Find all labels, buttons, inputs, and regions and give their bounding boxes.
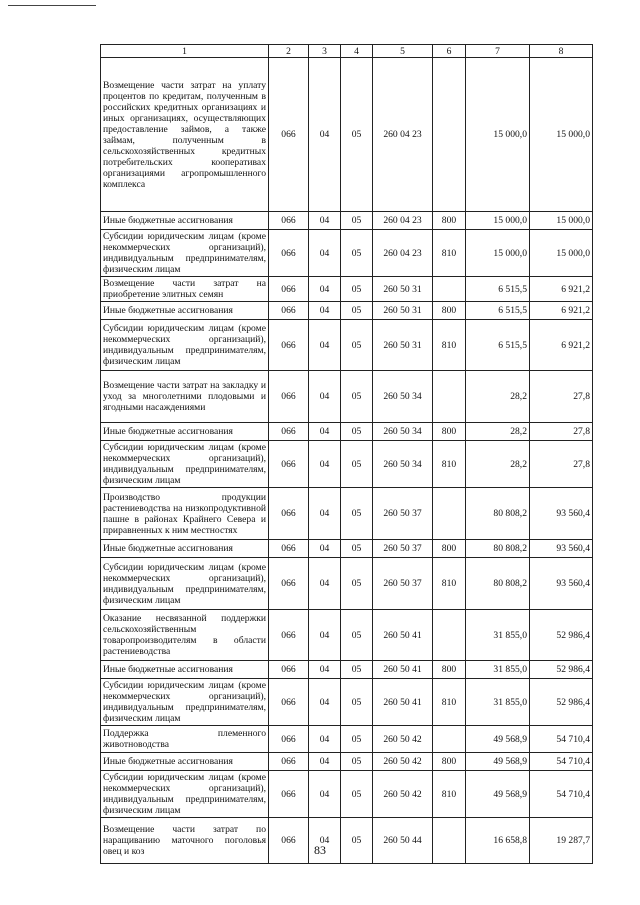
amount-cell: 6 515,5 xyxy=(466,277,530,302)
header-cell: 4 xyxy=(341,45,373,58)
subsection-cell: 05 xyxy=(341,423,373,441)
row-name-cell: Иные бюджетные ассигнования xyxy=(101,661,269,679)
subsection-cell: 05 xyxy=(341,58,373,212)
target-article-cell: 260 04 23 xyxy=(373,212,433,230)
target-article-cell: 260 50 31 xyxy=(373,277,433,302)
table-row xyxy=(101,441,593,488)
code-cell: 066 xyxy=(269,771,309,818)
target-article-cell: 260 50 41 xyxy=(373,679,433,726)
expense-type-cell xyxy=(433,610,466,661)
section-cell: 04 xyxy=(309,277,341,302)
amount-cell: 27,8 xyxy=(530,441,593,488)
page-number: 83 xyxy=(314,843,326,857)
section-cell: 04 xyxy=(309,423,341,441)
code-cell: 066 xyxy=(269,441,309,488)
code-cell: 066 xyxy=(269,423,309,441)
row-name-cell: Возмещение части затрат по наращиванию маточного поголовья овец и коз xyxy=(101,818,269,864)
row-name-cell: Оказание несвязанной поддержки сельскохозяйственным товаропроизводителям в области растениеводства xyxy=(101,610,269,661)
code-cell: 066 xyxy=(269,661,309,679)
code-cell: 066 xyxy=(269,371,309,423)
subsection-cell: 05 xyxy=(341,726,373,753)
amount-cell: 15 000,0 xyxy=(530,212,593,230)
subsection-cell: 05 xyxy=(341,320,373,371)
code-cell: 066 xyxy=(269,212,309,230)
header-cell: 7 xyxy=(466,45,530,58)
amount-cell: 27,8 xyxy=(530,371,593,423)
target-article-cell: 260 50 42 xyxy=(373,753,433,771)
amount-cell: 93 560,4 xyxy=(530,488,593,540)
code-cell: 066 xyxy=(269,610,309,661)
amount-cell: 28,2 xyxy=(466,423,530,441)
amount-cell: 6 921,2 xyxy=(530,320,593,371)
expense-type-cell: 810 xyxy=(433,230,466,277)
expense-type-cell: 800 xyxy=(433,302,466,320)
code-cell: 066 xyxy=(269,540,309,558)
code-cell: 066 xyxy=(269,320,309,371)
row-name-cell: Возмещение части затрат на закладку и уход за многолетними плодовыми и ягодными насаждениями xyxy=(101,371,269,423)
amount-cell: 15 000,0 xyxy=(530,58,593,212)
section-cell: 04 xyxy=(309,488,341,540)
amount-cell: 28,2 xyxy=(466,371,530,423)
target-article-cell: 260 50 34 xyxy=(373,441,433,488)
row-name-cell: Возмещение части затрат на приобретение элитных семян xyxy=(101,277,269,302)
expense-type-cell: 810 xyxy=(433,679,466,726)
table-row xyxy=(101,277,593,302)
table-row xyxy=(101,212,593,230)
top-rule xyxy=(8,5,96,6)
subsection-cell: 05 xyxy=(341,230,373,277)
amount-cell: 52 986,4 xyxy=(530,661,593,679)
expense-type-cell: 800 xyxy=(433,661,466,679)
amount-cell: 80 808,2 xyxy=(466,558,530,610)
table-row xyxy=(101,423,593,441)
target-article-cell: 260 50 31 xyxy=(373,302,433,320)
table-row xyxy=(101,58,593,212)
amount-cell: 93 560,4 xyxy=(530,558,593,610)
row-name-cell: Иные бюджетные ассигнования xyxy=(101,212,269,230)
amount-cell: 49 568,9 xyxy=(466,753,530,771)
section-cell: 04 xyxy=(309,661,341,679)
amount-cell: 16 658,8 xyxy=(466,818,530,864)
row-name-cell: Субсидии юридическим лицам (кроме некоммерческих организаций), индивидуальным предпринимателям, физическим лицам xyxy=(101,558,269,610)
header-cell: 3 xyxy=(309,45,341,58)
subsection-cell: 05 xyxy=(341,661,373,679)
target-article-cell: 260 50 37 xyxy=(373,558,433,610)
amount-cell: 31 855,0 xyxy=(466,610,530,661)
amount-cell: 28,2 xyxy=(466,441,530,488)
amount-cell: 31 855,0 xyxy=(466,661,530,679)
table-row xyxy=(101,753,593,771)
amount-cell: 54 710,4 xyxy=(530,753,593,771)
row-name-cell: Иные бюджетные ассигнования xyxy=(101,540,269,558)
section-cell: 04 xyxy=(309,771,341,818)
target-article-cell: 260 50 37 xyxy=(373,540,433,558)
target-article-cell: 260 50 42 xyxy=(373,726,433,753)
amount-cell: 49 568,9 xyxy=(466,726,530,753)
code-cell: 066 xyxy=(269,277,309,302)
code-cell: 066 xyxy=(269,230,309,277)
table-row xyxy=(101,371,593,423)
subsection-cell: 05 xyxy=(341,212,373,230)
amount-cell: 6 515,5 xyxy=(466,302,530,320)
amount-cell: 80 808,2 xyxy=(466,488,530,540)
row-name-cell: Субсидии юридическим лицам (кроме некоммерческих организаций), индивидуальным предпринимателям, физическим лицам xyxy=(101,320,269,371)
target-article-cell: 260 50 34 xyxy=(373,423,433,441)
subsection-cell: 05 xyxy=(341,771,373,818)
amount-cell: 54 710,4 xyxy=(530,771,593,818)
expense-type-cell: 810 xyxy=(433,441,466,488)
amount-cell: 6 921,2 xyxy=(530,277,593,302)
code-cell: 066 xyxy=(269,302,309,320)
section-cell: 04 xyxy=(309,679,341,726)
expense-type-cell xyxy=(433,277,466,302)
header-cell: 8 xyxy=(530,45,593,58)
header-cell: 2 xyxy=(269,45,309,58)
row-name-cell: Субсидии юридическим лицам (кроме некоммерческих организаций), индивидуальным предпринимателям, физическим лицам xyxy=(101,230,269,277)
expense-type-cell: 800 xyxy=(433,212,466,230)
row-name-cell: Производство продукции растениеводства на низкопродуктивной пашне в районах Крайнего Севера и приравненных к ним местностях xyxy=(101,488,269,540)
amount-cell: 52 986,4 xyxy=(530,679,593,726)
expense-type-cell: 810 xyxy=(433,320,466,371)
expense-type-cell xyxy=(433,488,466,540)
amount-cell: 52 986,4 xyxy=(530,610,593,661)
subsection-cell: 05 xyxy=(341,558,373,610)
row-name-cell: Субсидии юридическим лицам (кроме некоммерческих организаций), индивидуальным предпринимателям, физическим лицам xyxy=(101,771,269,818)
amount-cell: 15 000,0 xyxy=(466,58,530,212)
table-row xyxy=(101,488,593,540)
section-cell: 04 xyxy=(309,753,341,771)
target-article-cell: 260 50 42 xyxy=(373,771,433,818)
amount-cell: 80 808,2 xyxy=(466,540,530,558)
subsection-cell: 05 xyxy=(341,302,373,320)
header-cell: 6 xyxy=(433,45,466,58)
table-row xyxy=(101,540,593,558)
table-row xyxy=(101,661,593,679)
table-row xyxy=(101,726,593,753)
section-cell: 04 xyxy=(309,558,341,610)
budget-table xyxy=(100,44,593,864)
section-cell: 04 xyxy=(309,371,341,423)
row-name-cell: Иные бюджетные ассигнования xyxy=(101,423,269,441)
amount-cell: 15 000,0 xyxy=(466,212,530,230)
section-cell: 04 xyxy=(309,230,341,277)
table-body xyxy=(101,58,593,864)
row-name-cell: Субсидии юридическим лицам (кроме некоммерческих организаций), индивидуальным предпринимателям, физическим лицам xyxy=(101,441,269,488)
section-cell: 04 xyxy=(309,212,341,230)
target-article-cell: 260 50 41 xyxy=(373,610,433,661)
target-article-cell: 260 04 23 xyxy=(373,230,433,277)
table-row xyxy=(101,302,593,320)
section-cell: 04 xyxy=(309,441,341,488)
code-cell: 066 xyxy=(269,558,309,610)
expense-type-cell xyxy=(433,58,466,212)
section-cell: 04 xyxy=(309,726,341,753)
table-row xyxy=(101,320,593,371)
section-cell: 04 xyxy=(309,540,341,558)
subsection-cell: 05 xyxy=(341,679,373,726)
header-cell: 1 xyxy=(101,45,269,58)
subsection-cell: 05 xyxy=(341,441,373,488)
subsection-cell: 05 xyxy=(341,610,373,661)
code-cell: 066 xyxy=(269,726,309,753)
expense-type-cell: 800 xyxy=(433,753,466,771)
target-article-cell: 260 50 41 xyxy=(373,661,433,679)
code-cell: 066 xyxy=(269,488,309,540)
row-name-cell: Субсидии юридическим лицам (кроме некоммерческих организаций), индивидуальным предпринимателям, физическим лицам xyxy=(101,679,269,726)
table-row xyxy=(101,610,593,661)
code-cell: 066 xyxy=(269,753,309,771)
code-cell: 066 xyxy=(269,58,309,212)
amount-cell: 27,8 xyxy=(530,423,593,441)
target-article-cell: 260 50 37 xyxy=(373,488,433,540)
code-cell: 066 xyxy=(269,818,309,864)
table-row xyxy=(101,558,593,610)
target-article-cell: 260 04 23 xyxy=(373,58,433,212)
amount-cell: 49 568,9 xyxy=(466,771,530,818)
target-article-cell: 260 50 31 xyxy=(373,320,433,371)
expense-type-cell: 800 xyxy=(433,540,466,558)
section-cell: 04 xyxy=(309,818,341,864)
expense-type-cell xyxy=(433,726,466,753)
row-name-cell: Иные бюджетные ассигнования xyxy=(101,753,269,771)
amount-cell: 54 710,4 xyxy=(530,726,593,753)
section-cell: 04 xyxy=(309,610,341,661)
amount-cell: 6 515,5 xyxy=(466,320,530,371)
code-cell: 066 xyxy=(269,679,309,726)
section-cell: 04 xyxy=(309,58,341,212)
expense-type-cell xyxy=(433,371,466,423)
amount-cell: 93 560,4 xyxy=(530,540,593,558)
subsection-cell: 05 xyxy=(341,371,373,423)
table-row xyxy=(101,679,593,726)
subsection-cell: 05 xyxy=(341,818,373,864)
subsection-cell: 05 xyxy=(341,540,373,558)
table-header-row xyxy=(101,45,593,58)
amount-cell: 31 855,0 xyxy=(466,679,530,726)
amount-cell: 15 000,0 xyxy=(466,230,530,277)
amount-cell: 19 287,7 xyxy=(530,818,593,864)
table-row xyxy=(101,771,593,818)
section-cell: 04 xyxy=(309,320,341,371)
row-name-cell: Иные бюджетные ассигнования xyxy=(101,302,269,320)
subsection-cell: 05 xyxy=(341,488,373,540)
amount-cell: 15 000,0 xyxy=(530,230,593,277)
subsection-cell: 05 xyxy=(341,753,373,771)
target-article-cell: 260 50 44 xyxy=(373,818,433,864)
subsection-cell: 05 xyxy=(341,277,373,302)
table-row xyxy=(101,230,593,277)
section-cell: 04 xyxy=(309,302,341,320)
target-article-cell: 260 50 34 xyxy=(373,371,433,423)
expense-type-cell: 800 xyxy=(433,423,466,441)
header-cell: 5 xyxy=(373,45,433,58)
row-name-cell: Возмещение части затрат на уплату процентов по кредитам, полученным в российских кредитных организациях и иных организациях, осуществляющих предоставление займов, а также займам, полученным в сельскохозяйственных кредитных потребительских кооперативах организациями агропромышленного комплекса xyxy=(101,58,269,212)
row-name-cell: Поддержка племенного животноводства xyxy=(101,726,269,753)
expense-type-cell: 810 xyxy=(433,771,466,818)
amount-cell: 6 921,2 xyxy=(530,302,593,320)
expense-type-cell: 810 xyxy=(433,558,466,610)
